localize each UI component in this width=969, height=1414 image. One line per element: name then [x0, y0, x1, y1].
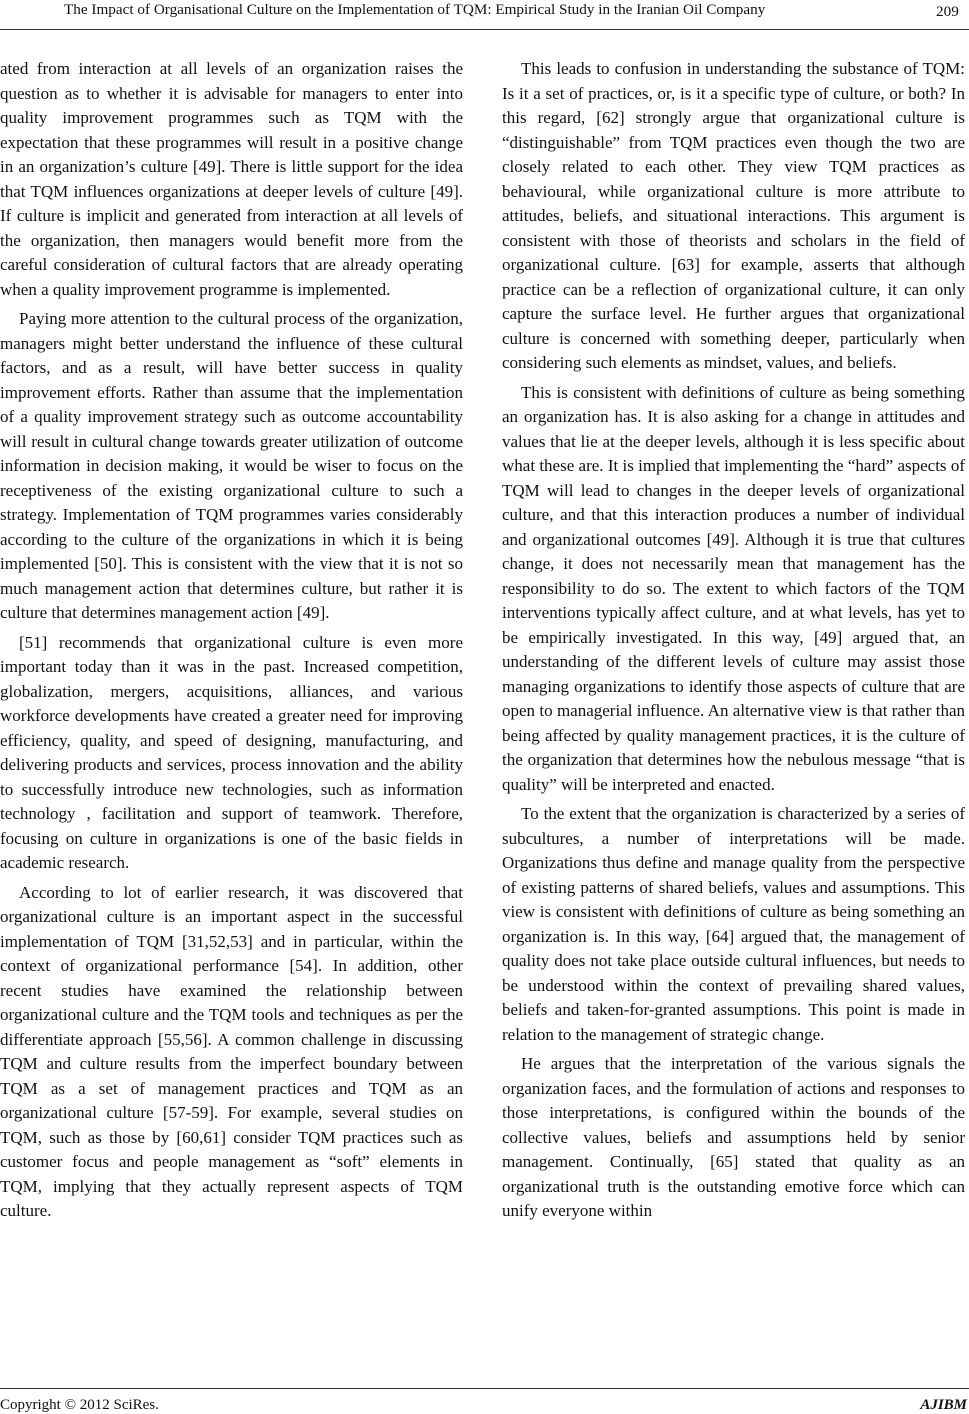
journal-abbreviation: AJIBM	[920, 1397, 967, 1413]
footer-rule	[0, 1388, 969, 1389]
left-column	[0, 57, 463, 1224]
header-rule	[0, 29, 969, 30]
paragraph: According to lot of earlier research, it was discovered that organizational culture is an important aspect in the successful implementation of TQM [31,52,53] and in particular, within the context of organizational performance [54]. In addition, other recent studies have examined the relationship between organizational culture and the TQM tools and techniques as per the differentiate approach [55,56]. A common challenge in discussing TQM and culture results from the imperfect boundary between TQM as a set of management practices and TQM as an organizational culture [57-59]. For example, several studies on TQM, such as those by [60,61] consider TQM practices such as customer focus and people management as “soft” elements in TQM, implying that they actually represent aspects of TQM culture.	[0, 882, 463, 1220]
right-column	[502, 57, 965, 1224]
paragraph: [51] recommends that organizational culture is even more important today than it was in the past. Increased competition, globalization, mergers, acquisitions, alliances, and various workforce developments have created a greater need for improving efficiency, quality, and speed of designing, manufacturing, and delivering products and services, process innovation and the ability to successfully introduce new technologies, such as information technology , facilitation and support of teamwork. Therefore, focusing on culture in organizations is one of the basic fields in academic research.	[0, 632, 463, 872]
paragraph: ated from interaction at all levels of an organization raises the question as to whether it is advisable for managers to enter into quality improvement programmes such as TQM with the expectation that these programmes will result in a positive change in an organization’s culture [49]. There is little support for the idea that TQM influences organizations at deeper levels of culture [49]. If culture is implicit and generated from interaction at all levels of the organization, then managers would benefit more from the careful consideration of cultural factors that are already operating when a quality improvement programme is implemented.	[0, 59, 463, 299]
paragraph: This leads to confusion in understanding the substance of TQM: Is it a set of practices, or, is it a specific type of culture, or both? In this regard, [62] strongly argue that organizational culture is “distinguishable” from TQM practices even though the two are closely related to each other. They view TQM practices as behavioural, while organizational culture is more attribute to attitudes, beliefs, and situational interactions. This argument is consistent with those of theorists and scholars in the field of organizational culture. [63] for example, asserts that although practice can be a reflection of organizational culture, it can only capture the surface level. He further argues that organizational culture is concerned with something deeper, particularly when considering such elements as mindset, values, and beliefs.	[502, 59, 965, 372]
paragraph: He argues that the interpretation of the various signals the organization faces, and the formulation of actions and responses to those interpretations, is configured within the bounds of the collective values, beliefs and assumptions held by senior management. Continually, [65] stated that quality as an organizational truth is the outstanding emotive force which can unify everyone within	[502, 1054, 965, 1220]
paragraph: To the extent that the organization is characterized by a series of subcultures, a number of interpretations will be made. Organizations thus define and manage quality from the perspective of existing patterns of shared beliefs, values and assumptions. This view is consistent with definitions of culture as being something an organization is. In this way, [64] argued that, the management of quality does not take place outside cultural influences, but needs to be understood within the context of prevailing shared values, beliefs and taken-for-granted assumptions. This point is made in relation to the management of strategic change.	[502, 804, 965, 1044]
copyright-notice: Copyright © 2012 SciRes.	[0, 1397, 159, 1413]
paragraph: This is consistent with definitions of culture as being something an organization has. It is also asking for a change in attitudes and values that lie at the deeper levels, although it is less specific about what these are. It is implied that implementing the “hard” aspects of TQM will lead to changes in the deeper levels of organizational culture, and that this interaction produces a number of individual and organizational outcomes [49]. Although it is true that cultures change, it does not necessarily mean that management has the responsibility to do so. The extent to which factors of the TQM interventions typically affect culture, and at what levels, has yet to be empirically investigated. In this way, [49] argued that, an understanding of the different levels of culture may assist those managing organizations to identify those aspects of culture that are open to managerial influence. An alternative view is that rather than being affected by quality management practices, it is the culture of the organization that determines how the nebulous message “that is quality” will be interpreted and enacted.	[502, 382, 965, 794]
page-footer	[0, 1388, 969, 1414]
page-header	[0, 0, 969, 30]
page-number: 209	[936, 3, 959, 20]
paragraph: Paying more attention to the cultural process of the organization, managers might better understand the influence of these cultural factors, and as a result, will have better success in quality improvement efforts. Rather than assume that the implementation of a quality improvement strategy such as outcome accountability will result in cultural change towards greater utilization of outcome information in decision making, it would be wiser to focus on the receptiveness of the existing organizational culture to such a strategy. Implementation of TQM programmes varies considerably according to the culture of the organizations in which it is being implemented [50]. This is consistent with the view that it is not so much management action that determines culture, but rather it is culture that determines management action [49].	[0, 309, 463, 622]
running-title: The Impact of Organisational Culture on the Implementation of TQM: Empirical Study in the Iranian Oil Company	[64, 1, 766, 18]
